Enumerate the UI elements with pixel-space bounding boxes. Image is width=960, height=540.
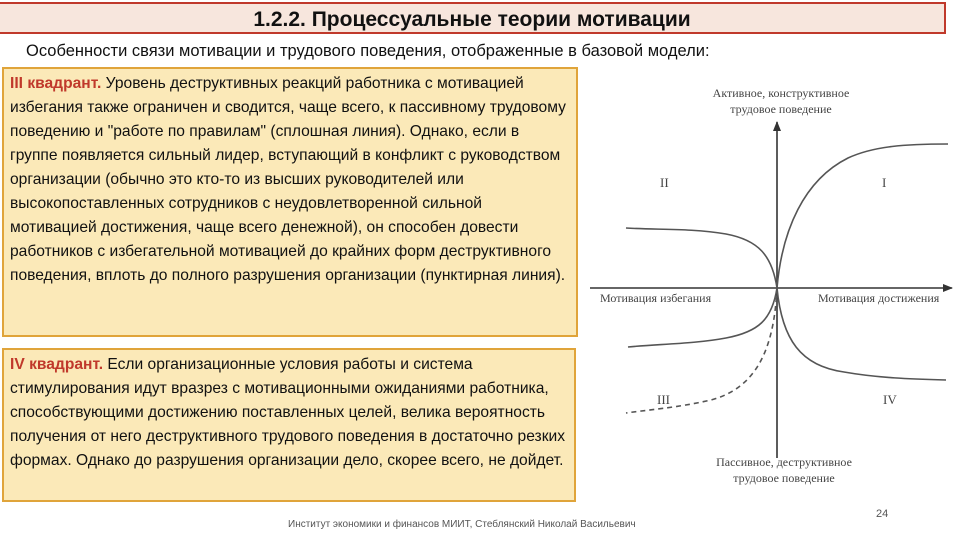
page-number: 24 xyxy=(876,508,889,520)
left-axis-label: Мотивация избегания xyxy=(600,291,712,305)
title-bar xyxy=(0,2,946,34)
quadrant-label-2: II xyxy=(660,175,669,190)
slide-title: 1.2.2. Процессуальные теории мотивации xyxy=(253,8,691,31)
bottom-label-2: трудовое поведение xyxy=(733,471,835,485)
curve-quadrant-3-dashed xyxy=(626,288,777,413)
quadrant-3-lead: III квадрант. xyxy=(10,75,102,92)
quadrant-3-box xyxy=(2,67,578,337)
slide-subtitle: Особенности связи мотивации и трудового поведения, отображенные в базовой модели: xyxy=(26,42,710,60)
bottom-label-1: Пассивное, деструктивное xyxy=(716,455,852,469)
quadrant-4-box xyxy=(2,348,576,502)
top-label-2: трудовое поведение xyxy=(730,102,832,116)
curve-quadrant-2 xyxy=(626,228,777,288)
right-axis-label: Мотивация достижения xyxy=(818,291,940,305)
quadrant-4-lead: IV квадрант. xyxy=(10,356,104,373)
quadrant-4-text: Если организационные условия работы и система стимулирования идут вразрез с мотивационными ожиданиями работника, способствующими достижению поставленных целей, велика вероятность получения от него деструктивного трудового поведения в достаточно резких формах. Однако до разрушения организации дело, скорее всего, не дойдет. xyxy=(10,356,566,469)
top-label-1: Активное, конструктивное xyxy=(712,86,850,100)
quadrant-label-4: IV xyxy=(883,392,897,407)
quadrant-label-1: I xyxy=(882,175,887,190)
footer-text: Институт экономики и финансов МИИТ, Стеблянский Николай Васильевич xyxy=(288,519,636,530)
quadrant-3-text: Уровень деструктивных реакций работника с мотивацией избегания также ограничен и сводится, чаще всего, к пассивному трудовому поведению и "работе по правилам" (сплошная линия). Однако, если в группе появляется сильный лидер, вступающий в конфликт с руководством организации (обычно это кто-то из высших руководителей или высокопоставленных сотрудников с неудовлетворенной сильной мотивацией достижения, чаще всего денежной), он способен довести работников с избегательной мотивацией до крайних форм деструктивного поведения, вплоть до полного разрушения организации (пунктирная линия). xyxy=(10,75,566,284)
curve-quadrant-1 xyxy=(777,144,948,288)
motivation-diagram xyxy=(586,70,956,500)
quadrant-label-3: III xyxy=(657,392,670,407)
